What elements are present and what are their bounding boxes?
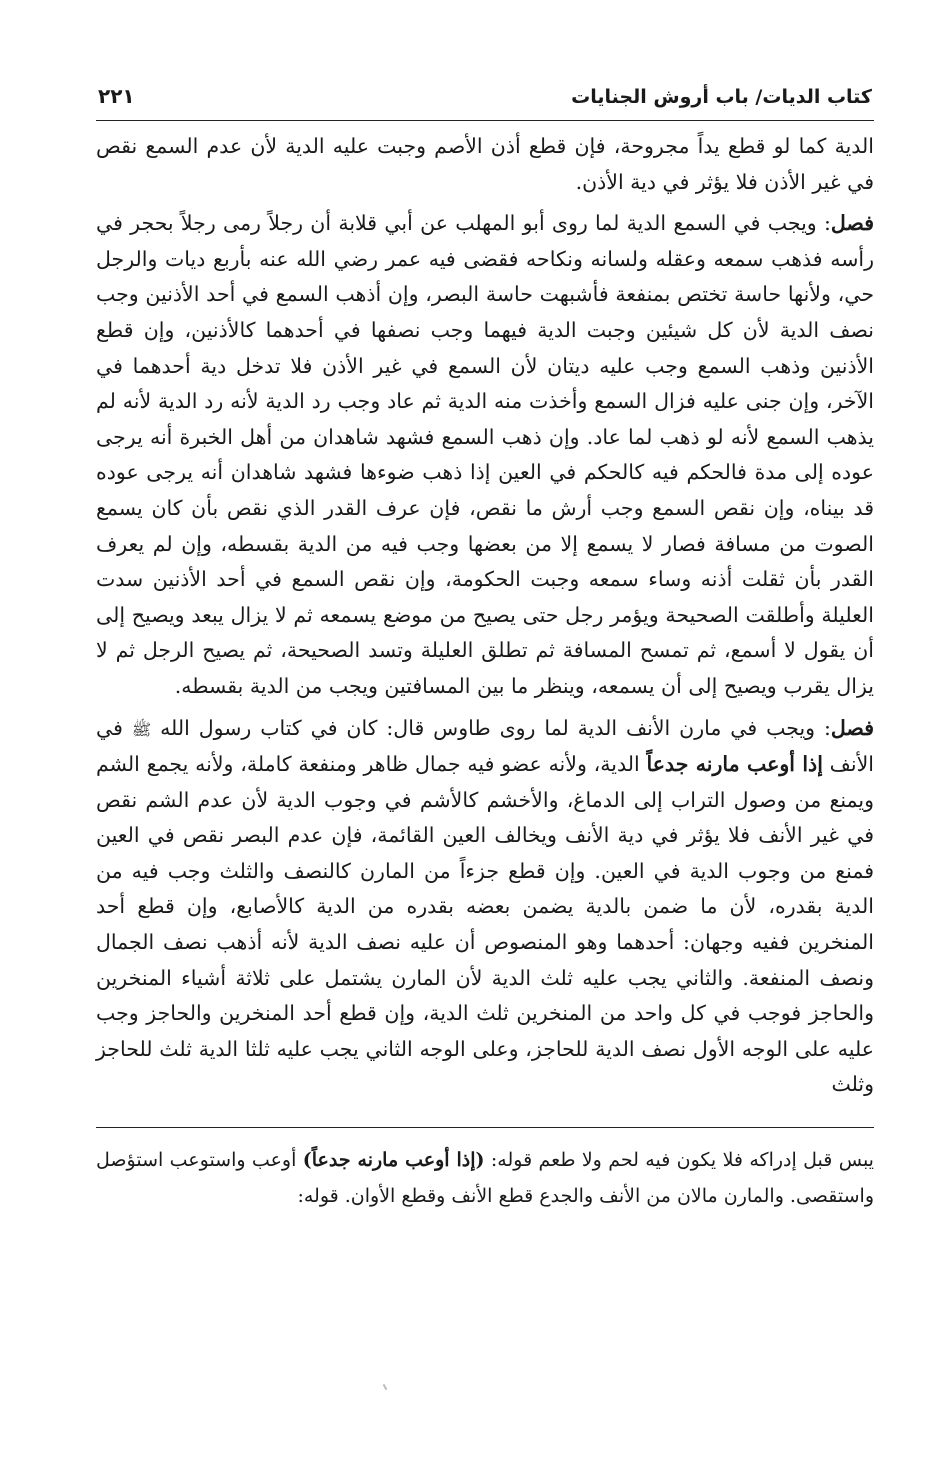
book-page (96, 84, 874, 1214)
footnote-paragraph (96, 1142, 874, 1214)
section-label: فصل (830, 715, 874, 740)
paragraph-3-text-a: : ويجب في مارن الأنف الدية لما روى طاوس قال: كان في كتاب رسول الله (151, 715, 831, 740)
paragraph-continuation (96, 129, 874, 200)
footnote-rule (96, 1127, 874, 1128)
page-number: ٢٢١ (98, 84, 135, 108)
paragraph-hearing (96, 206, 874, 704)
honorific-glyph: ﷺ (131, 719, 152, 739)
hadith-quote: إذا أوعب مارنه جدعاً (646, 752, 823, 777)
paragraph-1-text: الدية كما لو قطع يداً مجروحة، فإن قطع أذن الأصم وجبت عليه الدية لأن عدم السمع نقص في غير الأذن فلا يؤثر في دية الأذن. (96, 134, 874, 194)
main-text (96, 129, 874, 1103)
footnote-text-a: يبس قبل إدراكه فلا يكون فيه لحم ولا طعم قوله: (484, 1149, 874, 1172)
footnote-text-b: أوعب واستوعب استؤصل واستقصى. والمارن مالان من الأنف والجدع قطع الأنف وقطع الأوان. قوله: (96, 1149, 874, 1208)
running-header (96, 84, 874, 118)
footnote-quote: (إذا أوعب مارنه جدعاً) (302, 1149, 485, 1172)
paragraph-nose (96, 711, 874, 1104)
footnotes (96, 1142, 874, 1214)
running-title: كتاب الديات/ باب أروش الجنايات (571, 86, 872, 108)
paragraph-3-text-b: في الأنف (96, 715, 874, 777)
section-label: فصل (830, 211, 874, 236)
scan-speck (383, 1384, 388, 1390)
paragraph-3-text-c: الدية، ولأنه عضو فيه جمال ظاهر ومنفعة كاملة، ولأنه يجمع الشم ويمنع من وصول التراب إلى الدماغ، والأخشم كالأشم في وجوب الدية لأن عدم الشم نقص في غير الأنف فلا يؤثر في دية الأنف ويخالف العين القائمة، فإن عدم البصر نقص في العين فمنع من وجوب الدية في العين. وإن قطع جزءاً من المارن كالنصف والثلث وجب فيه من الدية بقدره، لأن ما ضمن بالدية يضمن بعضه بقدره من الدية كالأصابع، وإن قطع أحد المنخرين ففيه وجهان: أحدهما وهو المنصوص أن عليه نصف الدية لأنه أذهب نصف الجمال ونصف المنفعة. والثاني يجب عليه ثلث الدية لأن المارن يشتمل على ثلاثة أشياء المنخرين والحاجز فوجب في كل واحد من المنخرين ثلث الدية، وإن قطع أحد المنخرين والحاجز وجب عليه على الوجه الأول نصف الدية للحاجز، وعلى الوجه الثاني يجب عليه ثلثا الدية ثلث للحاجز وثلث (96, 752, 874, 1097)
header-rule (96, 120, 874, 121)
paragraph-2-text: : ويجب في السمع الدية لما روى أبو المهلب عن أبي قلابة أن رجلاً رمى رجلاً بحجر في رأسه فذهب سمعه وعقله ولسانه ونكاحه فقضى فيه عمر رضي الله عنه بأربع ديات والرجل حي، ولأنها حاسة تختص بمنفعة فأشبهت حاسة البصر، وإن أذهب السمع في أحد الأذنين وجب نصف الدية لأن كل شيئين وجبت الدية فيهما وجب نصفها في أحدهما كالأذنين، وإن قطع الأذنين وذهب السمع وجب عليه ديتان لأن السمع في غير الأذن فلا تدخل دية أحدهما في الآخر، وإن جنى عليه فزال السمع وأخذت منه الدية ثم عاد وجب رد الدية لأنه رد الدية لأنه لم يذهب السمع لأنه لو ذهب لما عاد. وإن ذهب السمع فشهد شاهدان من أهل الخبرة أنه يرجى عوده إلى مدة فالحكم فيه كالحكم في العين إذا ذهب ضوءها فشهد شاهدان أنه يرجى عوده قد بيناه، وإن نقص السمع وجب أرش ما نقص، فإن عرف القدر الذي نقص بأن كان يسمع الصوت من مسافة فصار لا يسمع إلا من بعضها وجب فيه من الدية بقسطه، وإن لم يعرف القدر بأن ثقلت أذنه وساء سمعه وجبت الحكومة، وإن نقص السمع في أحد الأذنين سدت العليلة وأطلقت الصحيحة ويؤمر رجل حتى يصيح من موضع يسمعه ثم لا يزال يبعد ويصيح إلى أن يقول لا أسمع، ثم تمسح المسافة ثم تطلق العليلة وتسد الصحيحة، ثم يصيح الرجل ثم لا يزال يقرب ويصيح إلى أن يسمعه، وينظر ما بين المسافتين ويجب من الدية بقسطه. (96, 211, 874, 698)
